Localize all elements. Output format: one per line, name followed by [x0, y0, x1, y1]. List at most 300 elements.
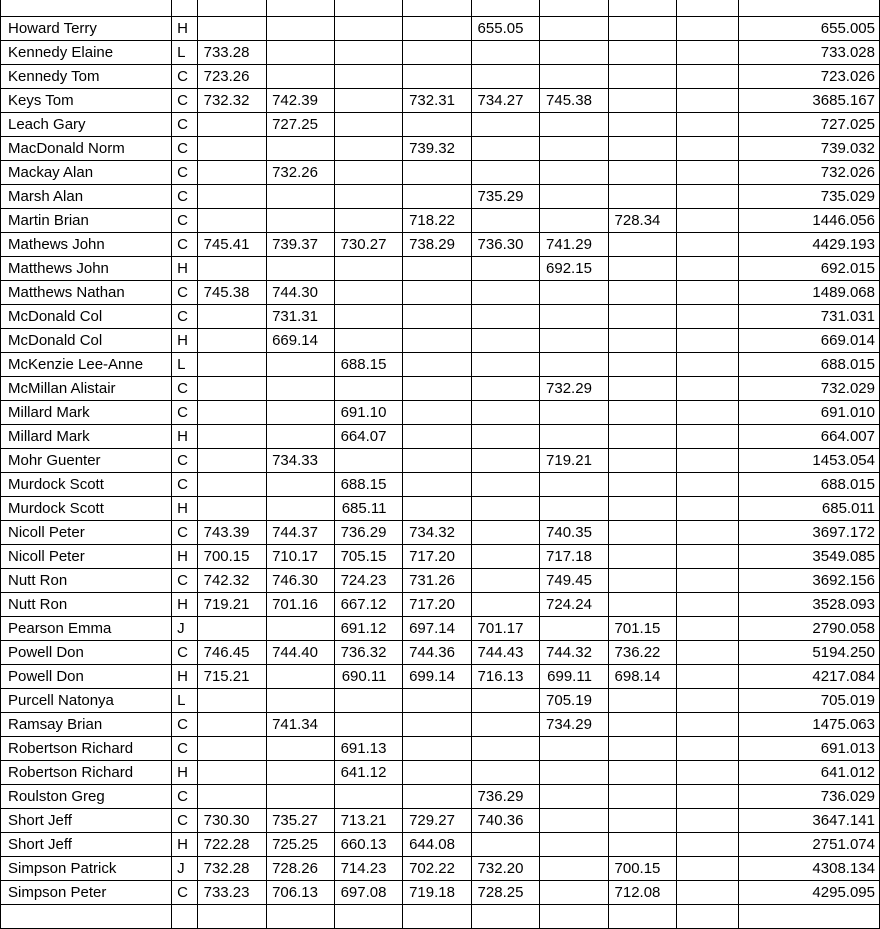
score-cell[interactable]: [471, 713, 539, 737]
score-cell[interactable]: 719.18: [403, 881, 471, 905]
score-cell[interactable]: [403, 17, 471, 41]
score-cell[interactable]: 746.30: [266, 569, 334, 593]
class-cell[interactable]: C: [172, 281, 198, 305]
total-cell[interactable]: 691.013: [738, 737, 880, 761]
score-cell[interactable]: [471, 545, 539, 569]
score-cell[interactable]: [608, 281, 676, 305]
score-cell[interactable]: [471, 425, 539, 449]
score-cell[interactable]: [540, 281, 608, 305]
class-cell[interactable]: H: [172, 257, 198, 281]
total-cell[interactable]: [738, 905, 880, 929]
competitor-name-cell[interactable]: Robertson Richard: [1, 761, 172, 785]
score-cell[interactable]: [540, 353, 608, 377]
score-cell[interactable]: [334, 305, 402, 329]
score-cell[interactable]: [471, 569, 539, 593]
score-cell[interactable]: 700.15: [608, 857, 676, 881]
score-cell[interactable]: [471, 305, 539, 329]
score-cell[interactable]: 731.26: [403, 569, 471, 593]
score-cell[interactable]: [471, 401, 539, 425]
score-cell[interactable]: [608, 65, 676, 89]
score-cell[interactable]: [608, 833, 676, 857]
competitor-name-cell[interactable]: [1, 0, 172, 17]
score-cell[interactable]: [608, 329, 676, 353]
score-cell[interactable]: 745.41: [198, 233, 266, 257]
score-cell[interactable]: [198, 209, 266, 233]
competitor-name-cell[interactable]: Nutt Ron: [1, 593, 172, 617]
total-cell[interactable]: 723.026: [738, 65, 880, 89]
score-cell[interactable]: [334, 689, 402, 713]
score-cell[interactable]: [198, 329, 266, 353]
score-cell[interactable]: [334, 113, 402, 137]
total-cell[interactable]: 2751.074: [738, 833, 880, 857]
total-cell[interactable]: 1453.054: [738, 449, 880, 473]
score-cell[interactable]: [403, 449, 471, 473]
class-cell[interactable]: C: [172, 641, 198, 665]
score-cell[interactable]: 735.29: [471, 185, 539, 209]
score-cell[interactable]: [608, 185, 676, 209]
competitor-name-cell[interactable]: [1, 905, 172, 929]
score-cell[interactable]: [403, 353, 471, 377]
score-cell[interactable]: 739.37: [266, 233, 334, 257]
total-cell[interactable]: 732.026: [738, 161, 880, 185]
competitor-name-cell[interactable]: McMillan Alistair: [1, 377, 172, 401]
score-cell[interactable]: 732.32: [198, 89, 266, 113]
score-cell[interactable]: 664.07: [334, 425, 402, 449]
score-cell[interactable]: 735.27: [266, 809, 334, 833]
score-cell[interactable]: [677, 425, 738, 449]
score-cell[interactable]: [266, 257, 334, 281]
score-cell[interactable]: [403, 689, 471, 713]
class-cell[interactable]: H: [172, 17, 198, 41]
score-cell[interactable]: 724.23: [334, 569, 402, 593]
total-cell[interactable]: 5194.250: [738, 641, 880, 665]
score-cell[interactable]: [540, 161, 608, 185]
score-cell[interactable]: 710.17: [266, 545, 334, 569]
score-cell[interactable]: [677, 0, 738, 17]
class-cell[interactable]: [172, 905, 198, 929]
class-cell[interactable]: C: [172, 713, 198, 737]
total-cell[interactable]: 705.019: [738, 689, 880, 713]
score-cell[interactable]: [403, 257, 471, 281]
score-cell[interactable]: 742.32: [198, 569, 266, 593]
score-cell[interactable]: [198, 0, 266, 17]
score-cell[interactable]: [334, 17, 402, 41]
score-cell[interactable]: [198, 17, 266, 41]
total-cell[interactable]: 4429.193: [738, 233, 880, 257]
class-cell[interactable]: H: [172, 665, 198, 689]
score-cell[interactable]: [334, 89, 402, 113]
total-cell[interactable]: 4217.084: [738, 665, 880, 689]
score-cell[interactable]: 734.29: [540, 713, 608, 737]
score-cell[interactable]: 730.30: [198, 809, 266, 833]
score-cell[interactable]: 729.27: [403, 809, 471, 833]
score-cell[interactable]: [677, 617, 738, 641]
score-cell[interactable]: 736.22: [608, 641, 676, 665]
score-cell[interactable]: [403, 113, 471, 137]
score-cell[interactable]: [608, 113, 676, 137]
score-cell[interactable]: 641.12: [334, 761, 402, 785]
score-cell[interactable]: 727.25: [266, 113, 334, 137]
score-cell[interactable]: 732.20: [471, 857, 539, 881]
score-cell[interactable]: 736.30: [471, 233, 539, 257]
competitor-name-cell[interactable]: Simpson Patrick: [1, 857, 172, 881]
score-cell[interactable]: [608, 593, 676, 617]
score-cell[interactable]: [540, 761, 608, 785]
score-cell[interactable]: 699.14: [403, 665, 471, 689]
score-cell[interactable]: 734.32: [403, 521, 471, 545]
score-cell[interactable]: [677, 377, 738, 401]
score-cell[interactable]: 688.15: [334, 473, 402, 497]
class-cell[interactable]: C: [172, 449, 198, 473]
score-cell[interactable]: [198, 737, 266, 761]
score-cell[interactable]: [608, 353, 676, 377]
score-cell[interactable]: 746.45: [198, 641, 266, 665]
competitor-name-cell[interactable]: Murdock Scott: [1, 473, 172, 497]
score-cell[interactable]: [198, 185, 266, 209]
competitor-name-cell[interactable]: Roulston Greg: [1, 785, 172, 809]
score-cell[interactable]: 719.21: [540, 449, 608, 473]
score-cell[interactable]: [334, 209, 402, 233]
score-cell[interactable]: [334, 329, 402, 353]
class-cell[interactable]: C: [172, 473, 198, 497]
total-cell[interactable]: 655.005: [738, 17, 880, 41]
total-cell[interactable]: 739.032: [738, 137, 880, 161]
score-cell[interactable]: [403, 425, 471, 449]
score-cell[interactable]: 691.13: [334, 737, 402, 761]
score-cell[interactable]: [471, 689, 539, 713]
score-cell[interactable]: 744.43: [471, 641, 539, 665]
score-cell[interactable]: 702.22: [403, 857, 471, 881]
score-cell[interactable]: 731.31: [266, 305, 334, 329]
total-cell[interactable]: 3685.167: [738, 89, 880, 113]
total-cell[interactable]: 731.031: [738, 305, 880, 329]
score-cell[interactable]: 715.21: [198, 665, 266, 689]
total-cell[interactable]: 688.015: [738, 353, 880, 377]
score-cell[interactable]: [471, 137, 539, 161]
score-cell[interactable]: [540, 17, 608, 41]
competitor-name-cell[interactable]: Purcell Natonya: [1, 689, 172, 713]
score-cell[interactable]: 744.32: [540, 641, 608, 665]
score-cell[interactable]: [677, 881, 738, 905]
score-cell[interactable]: 736.29: [334, 521, 402, 545]
score-cell[interactable]: [266, 41, 334, 65]
score-cell[interactable]: 697.08: [334, 881, 402, 905]
score-cell[interactable]: [198, 617, 266, 641]
class-cell[interactable]: C: [172, 65, 198, 89]
class-cell[interactable]: [172, 0, 198, 17]
score-cell[interactable]: [266, 497, 334, 521]
score-cell[interactable]: 730.27: [334, 233, 402, 257]
score-cell[interactable]: [677, 785, 738, 809]
score-cell[interactable]: [334, 449, 402, 473]
score-cell[interactable]: [266, 785, 334, 809]
class-cell[interactable]: C: [172, 209, 198, 233]
score-cell[interactable]: [266, 425, 334, 449]
competitor-name-cell[interactable]: Nutt Ron: [1, 569, 172, 593]
total-cell[interactable]: 3528.093: [738, 593, 880, 617]
score-cell[interactable]: [540, 185, 608, 209]
total-cell[interactable]: 1475.063: [738, 713, 880, 737]
total-cell[interactable]: 732.029: [738, 377, 880, 401]
score-cell[interactable]: [471, 497, 539, 521]
score-cell[interactable]: [198, 161, 266, 185]
score-cell[interactable]: [608, 449, 676, 473]
total-cell[interactable]: [738, 0, 880, 17]
total-cell[interactable]: 727.025: [738, 113, 880, 137]
score-cell[interactable]: [608, 257, 676, 281]
total-cell[interactable]: 688.015: [738, 473, 880, 497]
score-cell[interactable]: [471, 593, 539, 617]
score-cell[interactable]: [403, 281, 471, 305]
score-cell[interactable]: [266, 0, 334, 17]
score-cell[interactable]: [540, 905, 608, 929]
score-cell[interactable]: [540, 401, 608, 425]
score-cell[interactable]: 732.31: [403, 89, 471, 113]
competitor-name-cell[interactable]: Short Jeff: [1, 833, 172, 857]
competitor-name-cell[interactable]: McDonald Col: [1, 329, 172, 353]
score-cell[interactable]: [403, 65, 471, 89]
score-cell[interactable]: [198, 497, 266, 521]
score-cell[interactable]: 732.29: [540, 377, 608, 401]
total-cell[interactable]: 1446.056: [738, 209, 880, 233]
class-cell[interactable]: L: [172, 41, 198, 65]
score-cell[interactable]: [471, 833, 539, 857]
score-cell[interactable]: [198, 449, 266, 473]
score-cell[interactable]: [198, 425, 266, 449]
class-cell[interactable]: C: [172, 161, 198, 185]
score-cell[interactable]: [608, 713, 676, 737]
score-cell[interactable]: [471, 41, 539, 65]
score-cell[interactable]: 744.40: [266, 641, 334, 665]
score-cell[interactable]: [677, 353, 738, 377]
score-cell[interactable]: [540, 737, 608, 761]
total-cell[interactable]: 3692.156: [738, 569, 880, 593]
total-cell[interactable]: 664.007: [738, 425, 880, 449]
score-cell[interactable]: 740.35: [540, 521, 608, 545]
score-cell[interactable]: 740.36: [471, 809, 539, 833]
score-cell[interactable]: [334, 713, 402, 737]
score-cell[interactable]: [677, 833, 738, 857]
competitor-name-cell[interactable]: McDonald Col: [1, 305, 172, 329]
score-cell[interactable]: [198, 305, 266, 329]
score-cell[interactable]: [334, 377, 402, 401]
score-cell[interactable]: 699.11: [540, 665, 608, 689]
score-cell[interactable]: [334, 161, 402, 185]
score-cell[interactable]: [540, 833, 608, 857]
score-cell[interactable]: [540, 329, 608, 353]
score-cell[interactable]: [608, 473, 676, 497]
score-cell[interactable]: [334, 785, 402, 809]
score-cell[interactable]: [677, 521, 738, 545]
score-cell[interactable]: [198, 689, 266, 713]
score-cell[interactable]: 698.14: [608, 665, 676, 689]
score-cell[interactable]: [403, 41, 471, 65]
score-cell[interactable]: [403, 761, 471, 785]
score-cell[interactable]: [198, 785, 266, 809]
score-cell[interactable]: [540, 425, 608, 449]
score-cell[interactable]: [540, 785, 608, 809]
score-cell[interactable]: 733.28: [198, 41, 266, 65]
score-cell[interactable]: [403, 185, 471, 209]
score-cell[interactable]: [540, 881, 608, 905]
score-cell[interactable]: [471, 329, 539, 353]
score-cell[interactable]: 728.25: [471, 881, 539, 905]
score-cell[interactable]: 733.23: [198, 881, 266, 905]
score-cell[interactable]: [471, 473, 539, 497]
score-cell[interactable]: 745.38: [198, 281, 266, 305]
score-cell[interactable]: [403, 737, 471, 761]
total-cell[interactable]: 641.012: [738, 761, 880, 785]
score-cell[interactable]: [540, 305, 608, 329]
class-cell[interactable]: C: [172, 185, 198, 209]
score-cell[interactable]: 697.14: [403, 617, 471, 641]
class-cell[interactable]: H: [172, 833, 198, 857]
score-cell[interactable]: 705.19: [540, 689, 608, 713]
score-cell[interactable]: 732.28: [198, 857, 266, 881]
score-cell[interactable]: [608, 17, 676, 41]
competitor-name-cell[interactable]: Nicoll Peter: [1, 521, 172, 545]
score-cell[interactable]: [334, 65, 402, 89]
score-cell[interactable]: 741.34: [266, 713, 334, 737]
score-cell[interactable]: [403, 161, 471, 185]
score-cell[interactable]: [677, 89, 738, 113]
competitor-name-cell[interactable]: Ramsay Brian: [1, 713, 172, 737]
score-cell[interactable]: [677, 737, 738, 761]
score-cell[interactable]: 692.15: [540, 257, 608, 281]
score-cell[interactable]: 744.37: [266, 521, 334, 545]
score-cell[interactable]: [198, 905, 266, 929]
score-cell[interactable]: 716.13: [471, 665, 539, 689]
total-cell[interactable]: 3647.141: [738, 809, 880, 833]
score-cell[interactable]: 701.16: [266, 593, 334, 617]
score-cell[interactable]: [677, 905, 738, 929]
class-cell[interactable]: C: [172, 401, 198, 425]
score-cell[interactable]: 655.05: [471, 17, 539, 41]
score-cell[interactable]: 736.29: [471, 785, 539, 809]
score-cell[interactable]: [403, 0, 471, 17]
total-cell[interactable]: 4308.134: [738, 857, 880, 881]
score-cell[interactable]: [540, 113, 608, 137]
score-cell[interactable]: [471, 905, 539, 929]
class-cell[interactable]: C: [172, 785, 198, 809]
score-cell[interactable]: 644.08: [403, 833, 471, 857]
score-cell[interactable]: [677, 473, 738, 497]
score-cell[interactable]: 724.24: [540, 593, 608, 617]
score-cell[interactable]: [677, 41, 738, 65]
score-cell[interactable]: [608, 785, 676, 809]
score-cell[interactable]: [608, 905, 676, 929]
score-cell[interactable]: [403, 401, 471, 425]
score-cell[interactable]: [677, 593, 738, 617]
score-cell[interactable]: [677, 329, 738, 353]
score-cell[interactable]: [677, 161, 738, 185]
score-cell[interactable]: [403, 497, 471, 521]
score-cell[interactable]: [403, 473, 471, 497]
score-cell[interactable]: [608, 497, 676, 521]
score-cell[interactable]: [471, 0, 539, 17]
total-cell[interactable]: 3697.172: [738, 521, 880, 545]
score-cell[interactable]: 734.27: [471, 89, 539, 113]
total-cell[interactable]: 691.010: [738, 401, 880, 425]
score-cell[interactable]: [403, 305, 471, 329]
score-cell[interactable]: [471, 737, 539, 761]
score-cell[interactable]: [677, 17, 738, 41]
score-cell[interactable]: [677, 713, 738, 737]
score-cell[interactable]: [266, 137, 334, 161]
score-cell[interactable]: 714.23: [334, 857, 402, 881]
score-cell[interactable]: [677, 65, 738, 89]
score-cell[interactable]: [608, 137, 676, 161]
score-cell[interactable]: [677, 545, 738, 569]
total-cell[interactable]: 4295.095: [738, 881, 880, 905]
total-cell[interactable]: 2790.058: [738, 617, 880, 641]
competitor-name-cell[interactable]: Pearson Emma: [1, 617, 172, 641]
competitor-name-cell[interactable]: Matthews Nathan: [1, 281, 172, 305]
score-cell[interactable]: [540, 65, 608, 89]
score-cell[interactable]: [471, 161, 539, 185]
competitor-name-cell[interactable]: Keys Tom: [1, 89, 172, 113]
score-cell[interactable]: [608, 0, 676, 17]
score-cell[interactable]: [471, 377, 539, 401]
score-cell[interactable]: [266, 377, 334, 401]
class-cell[interactable]: C: [172, 377, 198, 401]
score-cell[interactable]: 719.21: [198, 593, 266, 617]
score-cell[interactable]: 669.14: [266, 329, 334, 353]
score-cell[interactable]: [677, 689, 738, 713]
score-cell[interactable]: 722.28: [198, 833, 266, 857]
total-cell[interactable]: 735.029: [738, 185, 880, 209]
score-cell[interactable]: [608, 521, 676, 545]
score-cell[interactable]: [608, 425, 676, 449]
score-cell[interactable]: [403, 905, 471, 929]
score-cell[interactable]: [608, 89, 676, 113]
score-cell[interactable]: [540, 0, 608, 17]
competitor-name-cell[interactable]: Nicoll Peter: [1, 545, 172, 569]
score-cell[interactable]: [677, 497, 738, 521]
competitor-name-cell[interactable]: Martin Brian: [1, 209, 172, 233]
competitor-name-cell[interactable]: Mackay Alan: [1, 161, 172, 185]
score-cell[interactable]: [540, 809, 608, 833]
score-cell[interactable]: 688.15: [334, 353, 402, 377]
score-cell[interactable]: [540, 41, 608, 65]
score-cell[interactable]: [471, 113, 539, 137]
score-cell[interactable]: [266, 209, 334, 233]
score-cell[interactable]: [677, 185, 738, 209]
score-cell[interactable]: 685.11: [334, 497, 402, 521]
score-cell[interactable]: 732.26: [266, 161, 334, 185]
score-cell[interactable]: [471, 65, 539, 89]
score-cell[interactable]: [266, 17, 334, 41]
score-cell[interactable]: [403, 329, 471, 353]
score-cell[interactable]: 743.39: [198, 521, 266, 545]
score-cell[interactable]: 745.38: [540, 89, 608, 113]
total-cell[interactable]: 692.015: [738, 257, 880, 281]
total-cell[interactable]: 685.011: [738, 497, 880, 521]
score-cell[interactable]: 690.11: [334, 665, 402, 689]
competitor-name-cell[interactable]: Howard Terry: [1, 17, 172, 41]
score-cell[interactable]: [677, 233, 738, 257]
competitor-name-cell[interactable]: Marsh Alan: [1, 185, 172, 209]
score-cell[interactable]: [540, 497, 608, 521]
score-cell[interactable]: [540, 473, 608, 497]
score-cell[interactable]: [608, 305, 676, 329]
score-cell[interactable]: 700.15: [198, 545, 266, 569]
score-cell[interactable]: [334, 281, 402, 305]
score-cell[interactable]: [608, 569, 676, 593]
score-cell[interactable]: [608, 737, 676, 761]
score-cell[interactable]: 728.26: [266, 857, 334, 881]
class-cell[interactable]: C: [172, 881, 198, 905]
